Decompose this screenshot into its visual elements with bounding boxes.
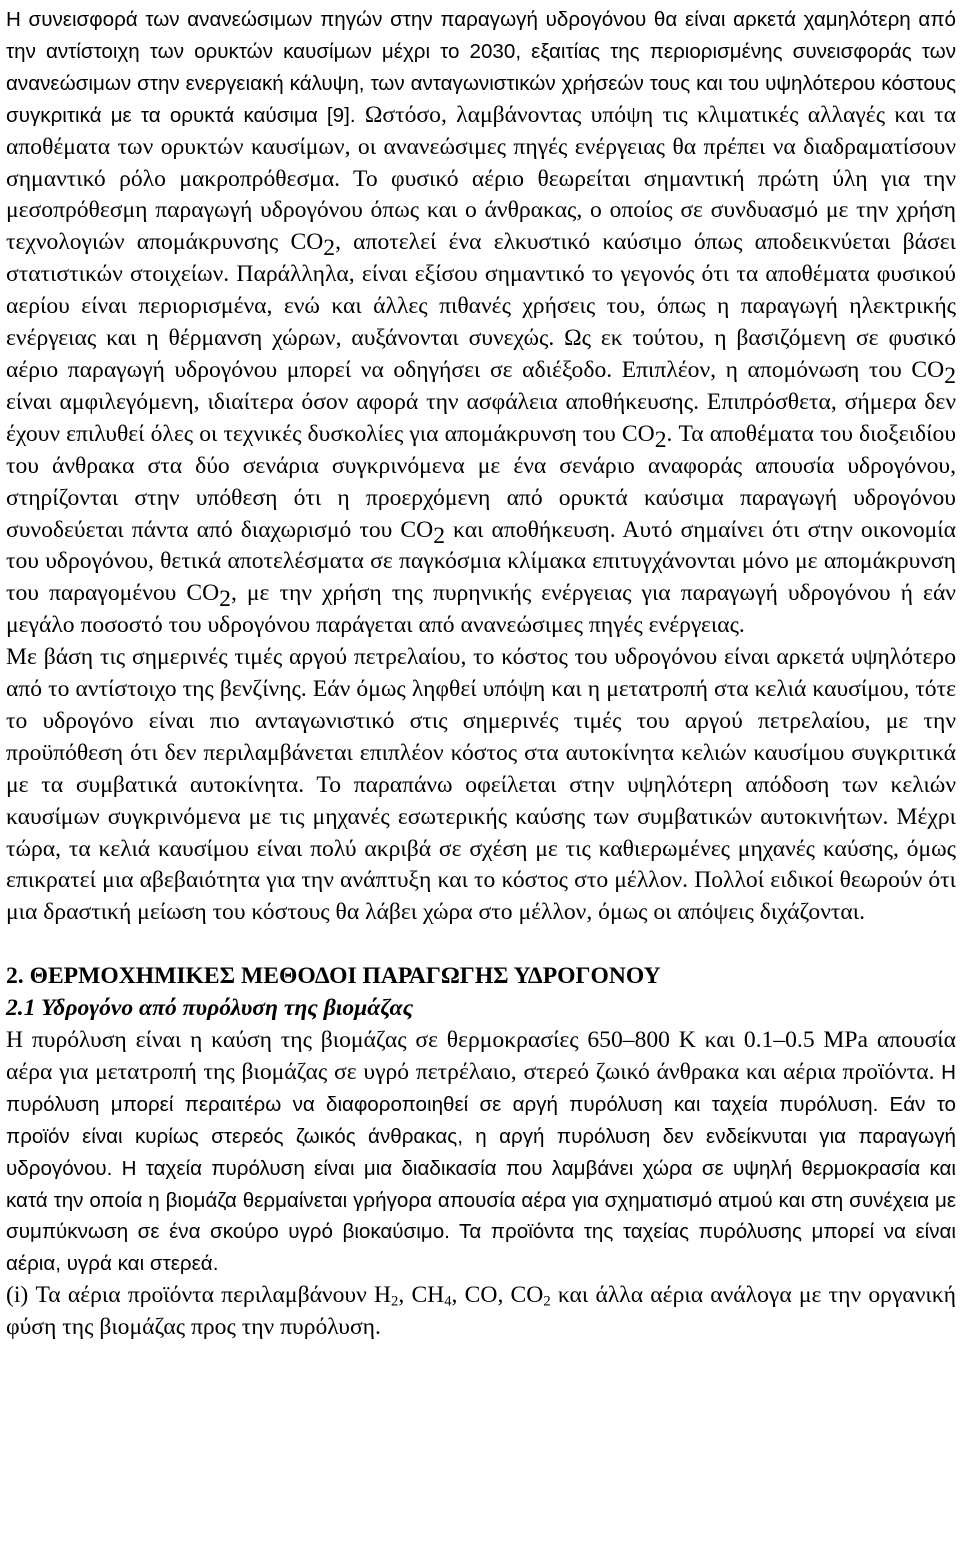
text-run: . Τα αποθέματα του διοξειδίου του άνθρακα στα δύο σενάρια συγκρινόμενα με ένα σενάριο αναφοράς απουσία υδρογόνου, στηρίζονται στην υπόθεση ότι η προερχόμενη από ορυκτά καύσιμα παραγωγή υδρογόνου συνοδεύεται πάντα από διαχωρισμό του CO (6, 420, 957, 543)
subscript: 2 (433, 522, 445, 549)
spacer (6, 929, 956, 961)
text-run: Η συνεισφορά των ανανεώσιμων πηγών στην παραγωγή υδρογόνου θα είναι αρκετά χαμηλότερη από την αντίστοιχη των ορυκτών καυσίμων μέχρι το 2030, εξαιτίας της περιορισμένης συνεισφοράς των ανανεώσιμων στην ενεργειακή κάλυψη, των ανταγωνιστικών χρήσεών τους και του υψηλότερου κόστους συγκριτικά με τα ορυκτά καύσιμα [9]. (6, 8, 956, 127)
subscript: 2 (323, 235, 336, 262)
subscript: 2 (543, 1293, 551, 1310)
text-run: Η πυρόλυση είναι η καύση της βιομάζας σε θερμοκρασίες 650–800 K και 0.1–0.5 MPa απουσία αέρα για μετατροπή της βιομάζας σε υγρό πετρέλαιο, στερεό ζωικό άνθρακα και αέρια προϊόντα. (6, 1026, 956, 1085)
text-run: Ωστόσο, λαμβάνοντας υπόψη τις κλιματικές αλλαγές και τα αποθέματα των ορυκτών καυσίμων, οι ανανεώσιμες πηγές ενέργειας θα πρέπει να διαδραματίσουν σημαντικό ρόλο μακροπρόθεσμα. Το φυσικό αέριο θεωρείται σημαντική πρώτη ύλη για την μεσοπρόθεσμη παραγωγή υδρογόνου όπως και ο άνθρακας, ο οποίος σε συνδυασμό με την χρήση τεχνολογιών απομάκρυνσης CO (6, 101, 956, 256)
subscript: 2 (654, 426, 667, 453)
subscript: 2 (219, 586, 231, 613)
document-page (6, 4, 956, 1344)
text-run: , αποτελεί ένα ελκυστικό καύσιμο όπως αποδεικνύεται βάσει στατιστικών στοιχείων. Παράλληλα, είναι εξίσου σημαντικό το γεγονός ότι τα αποθέματα φυσικού αερίου είναι περιορισμένα, ενώ και άλλες πιθανές χρήσεις του, όπως η παραγωγή ηλεκτρικής ενέργειας και η θέρμανση χώρων, αυξάνονται συνεχώς. Ως εκ τούτου, η βασιζόμενη σε φυσικό αέριο παραγωγή υδρογόνου μπορεί να οδηγήσει σε αδιέξοδο. Επιπλέον, η απομόνωση του CO (6, 229, 956, 383)
text-run: και αποθήκευση. Αυτό σημαίνει ότι στην οικονομία του υδρογόνου, θετικά αποτελέσματα σε παγκόσμια κλίμακα επιτυγχάνονται μόνο με απομάκρυνση του παραγομένου CO (6, 516, 956, 607)
text-run: είναι αμφιλεγόμενη, ιδιαίτερα όσον αφορά την ασφάλεια αποθήκευσης. Επιπρόσθετα, σήμερα δεν έχουν επιλυθεί όλες οι τεχνικές δυσκολίες για απομάκρυνση του CO (6, 388, 956, 447)
subscript: 4 (444, 1293, 452, 1310)
subscript: 2 (391, 1293, 399, 1310)
text-run: και άλλα αέρια ανάλογα με την οργανική φύση της βιομάζας προς την πυρόλυση. (6, 1282, 956, 1341)
text-run: , CH (398, 1282, 445, 1309)
text-run: , CO, CO (451, 1282, 544, 1309)
paragraph-pyrolysis (6, 1025, 956, 1280)
text-run: , με την χρήση της πυρηνικής ενέργειας για παραγωγή υδρογόνου ή εάν μεγάλο ποσοστό του υδρογόνου παράγεται από ανανεώσιμες πηγές ενέργειας. (6, 580, 956, 639)
text-run: (i) Τα αέρια προϊόντα περιλαμβάνουν Η (6, 1282, 392, 1309)
section-heading: 2. ΘΕΡΜΟΧΗΜΙΚΕΣ ΜΕΘΟΔΟΙ ΠΑΡΑΓΩΓΗΣ ΥΔΡΟΓΟΝΟΥ (6, 963, 661, 990)
paragraph-gas-products (6, 1280, 956, 1344)
text-run: Η πυρόλυση μπορεί περαιτέρω να διαφοροποιηθεί σε αργή πυρόλυση και ταχεία πυρόλυση. Εάν το προϊόν είναι κυρίως στερεός ζωικός άνθρακας, η αργή πυρόλυση δεν ενδείκνυται για παραγωγή υδρογόνου. Η ταχεία πυρόλυση είναι μια διαδικασία που λαμβάνει χώρα σε υψηλή θερμοκρασία και κατά την οποία η βιομάζα θερμαίνεται γρήγορα απουσία αέρα για σχηματισμό ατμού και στη συνέχεια με συμπύκνωση σε ένα σκούρο υγρό βιοκαύσιμο. Τα προϊόντα της ταχείας πυρόλυσης μπορεί να είναι αέρια, υγρά και στερεά. (6, 1060, 957, 1276)
subsection-heading: 2.1 Υδρογόνο από πυρόλυση της βιομάζας (6, 995, 414, 1022)
paragraph-renewables-contribution (6, 4, 956, 642)
paragraph-hydrogen-cost: Με βάση τις σημερινές τιμές αργού πετρελαίου, το κόστος του υδρογόνου είναι αρκετά υψηλότερο από το αντίστοιχο της βενζίνης. Εάν όμως ληφθεί υπόψη και η μετατροπή στα κελιά καυσίμου, τότε το υδρογόνο είναι πιο ανταγωνιστικό στις σημερινές τιμές του αργού πετρελαίου, με την προϋπόθεση ότι δεν περιλαμβάνεται επιπλέον κόστος στα αυτοκίνητα κελιών καυσίμου συγκριτικά με τα συμβατικά αυτοκίνητα. Το παραπάνω οφείλεται στην υψηλότερη απόδοση των κελιών καυσίμων συγκρινόμενα με τις μηχανές εσωτερικής καύσης των συμβατικών αυτοκινήτων. Μέχρι τώρα, τα κελιά καυσίμου είναι πολύ ακριβά σε σχέση με τις καθιερωμένες μηχανές καύσης, όμως επικρατεί μια αβεβαιότητα για την ανάπτυξη και το κόστος στο μέλλον. Πολλοί ειδικοί θεωρούν ότι μια δραστική μείωση του κόστους θα λάβει χώρα στο μέλλον, όμως οι απόψεις διχάζονται. (6, 644, 956, 926)
subscript: 2 (944, 362, 956, 389)
